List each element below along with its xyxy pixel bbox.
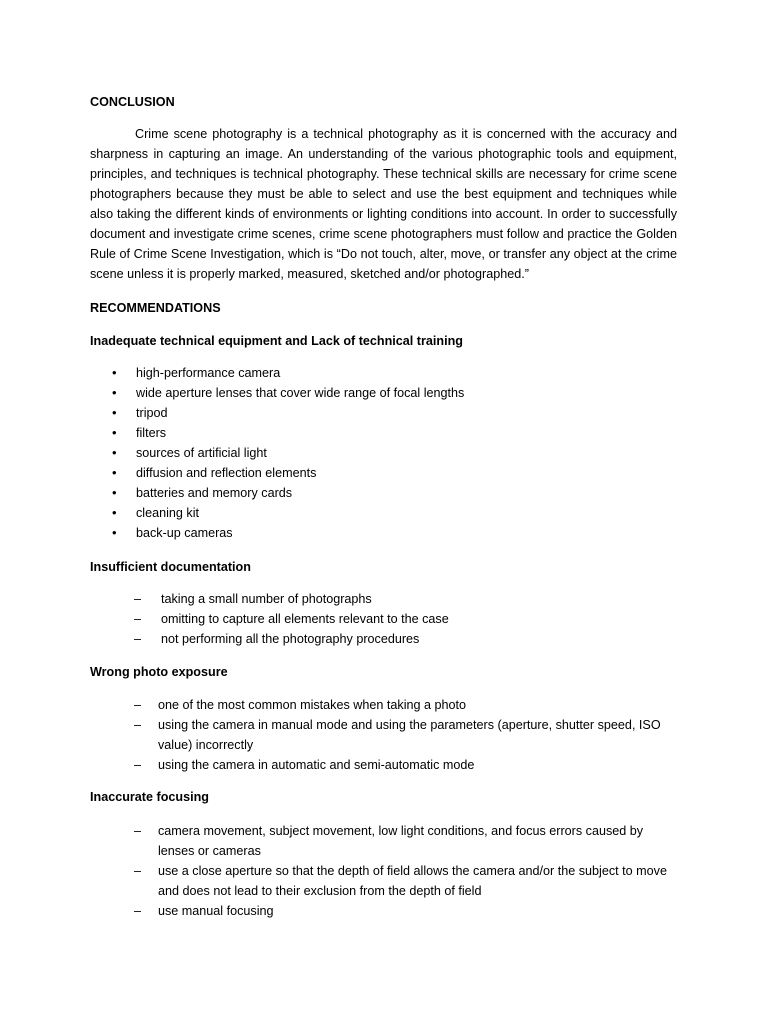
- equipment-list: [136, 363, 676, 543]
- list-item: – omitting to capture all elements relevant to the case: [161, 609, 676, 629]
- list-item: • wide aperture lenses that cover wide range of focal lengths: [136, 383, 676, 403]
- conclusion-heading: CONCLUSION: [90, 95, 175, 109]
- list-item: – using the camera in automatic and semi-automatic mode: [158, 755, 680, 775]
- list-item: • filters: [136, 423, 676, 443]
- list-item: – one of the most common mistakes when taking a photo: [158, 695, 680, 715]
- list-item: – not performing all the photography procedures: [161, 629, 676, 649]
- list-item: – use a close aperture so that the depth of field allows the camera and/or the subject to move and does not lead to their exclusion from the depth of field: [158, 861, 680, 901]
- list-item: – use manual focusing: [158, 901, 680, 921]
- conclusion-paragraph: Crime scene photography is a technical photography as it is concerned with the accuracy and sharpness in capturing an image. An understanding of the various photographic tools and equipment, principles, and techniques is technical photography. These technical skills are necessary for crime scene photographers because they must be able to select and use the best equipment and techniques while also taking the different kinds of environments or lighting conditions into account. In order to successfully document and investigate crime scenes, crime scene photographers must follow and practice the Golden Rule of Crime Scene Investigation, which is “Do not touch, alter, move, or transfer any object at the crime scene unless it is properly marked, measured, sketched and/or photographed.”: [90, 127, 677, 281]
- list-item: – camera movement, subject movement, low light conditions, and focus errors caused by lenses or cameras: [158, 821, 680, 861]
- focusing-list: [158, 821, 680, 921]
- list-item: • diffusion and reflection elements: [136, 463, 676, 483]
- documentation-list: [161, 589, 676, 649]
- section-heading-exposure: Wrong photo exposure: [90, 665, 228, 679]
- list-item: • batteries and memory cards: [136, 483, 676, 503]
- section-heading-focusing: Inaccurate focusing: [90, 790, 209, 804]
- list-item: – taking a small number of photographs: [161, 589, 676, 609]
- list-item: • cleaning kit: [136, 503, 676, 523]
- section-heading-equipment: Inadequate technical equipment and Lack of technical training: [90, 334, 463, 348]
- exposure-list: [158, 695, 680, 775]
- section-heading-documentation: Insufficient documentation: [90, 560, 251, 574]
- list-item: • back-up cameras: [136, 523, 676, 543]
- recommendations-heading: RECOMMENDATIONS: [90, 301, 221, 315]
- list-item: – using the camera in manual mode and using the parameters (aperture, shutter speed, ISO value) incorrectly: [158, 715, 680, 755]
- list-item: • tripod: [136, 403, 676, 423]
- list-item: • high-performance camera: [136, 363, 676, 383]
- list-item: • sources of artificial light: [136, 443, 676, 463]
